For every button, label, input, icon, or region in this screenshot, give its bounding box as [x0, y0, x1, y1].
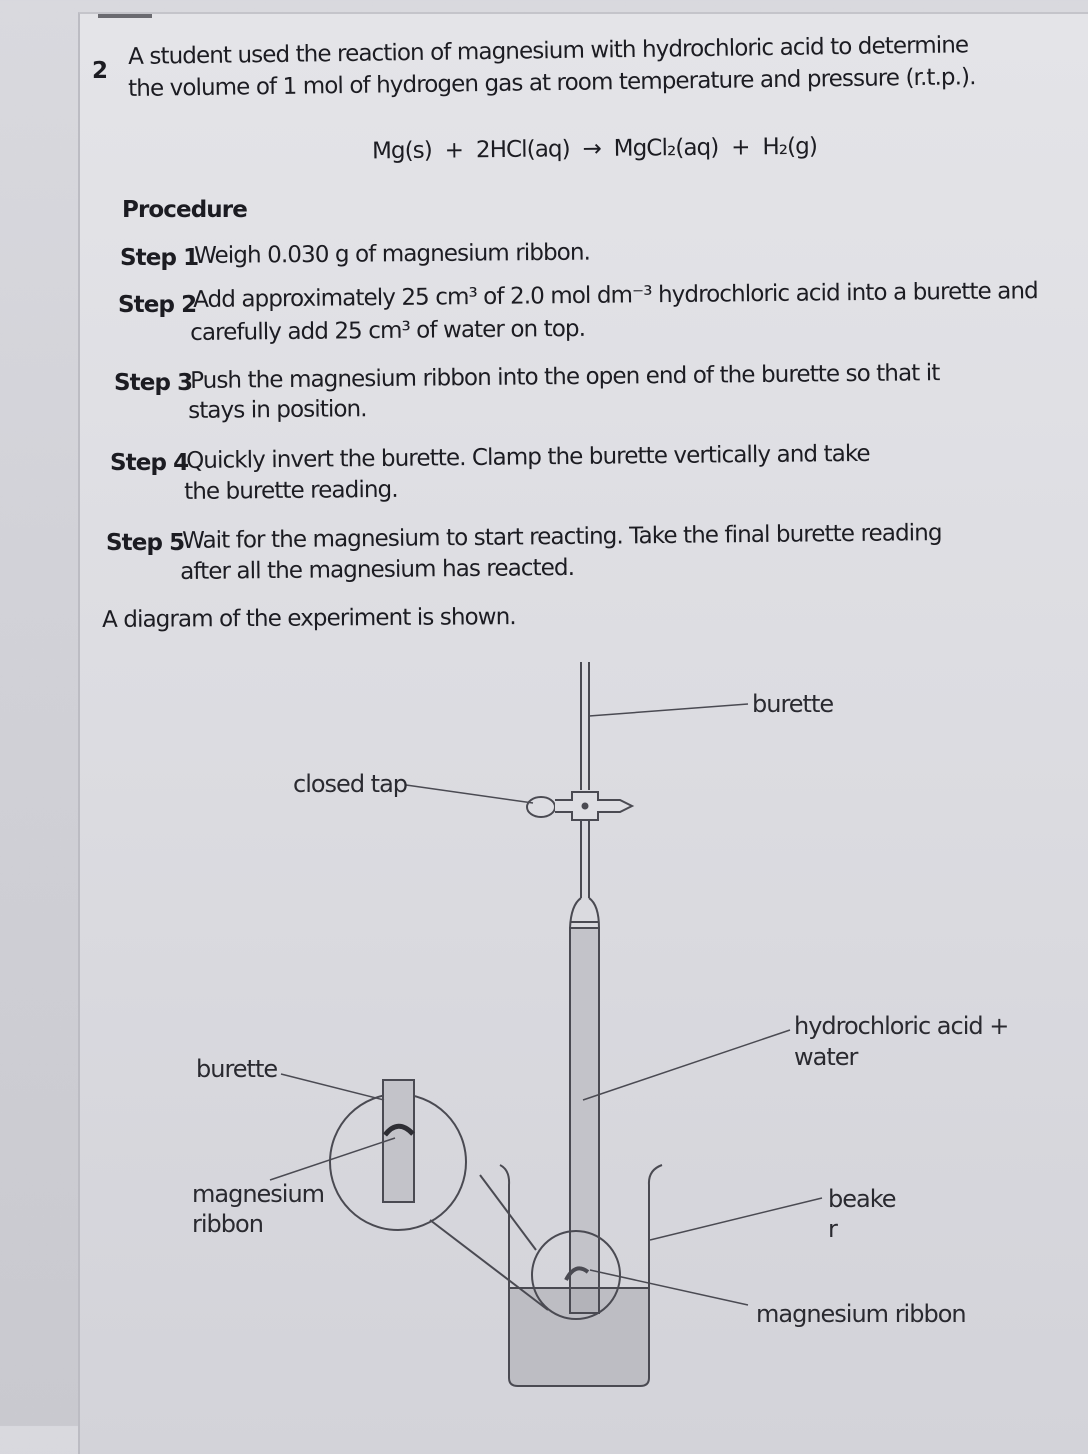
label-magnesium-inset-line-2: ribbon	[192, 1210, 263, 1238]
step-3-text-line-2: stays in position.	[188, 396, 367, 424]
burette-stem	[581, 662, 589, 790]
label-magnesium-ribbon-bottom: magnesium ribbon	[756, 1300, 966, 1328]
step-1-label: Step 1	[120, 245, 199, 271]
procedure-heading: Procedure	[122, 197, 247, 223]
step-5-text-line-2: after all the magnesium has reacted.	[180, 554, 575, 585]
label-magnesium-inset-line-1: magnesium	[192, 1180, 325, 1208]
label-burette-top: burette	[752, 690, 834, 718]
step-5-text-line-1: Wait for the magnesium to start reacting. Take the final burette reading	[182, 520, 942, 554]
question-line-2: the volume of 1 mol of hydrogen gas at room temperature and pressure (r.t.p.).	[128, 64, 976, 102]
step-2-label: Step 2	[118, 292, 197, 318]
step-3-text-line-1: Push the magnesium ribbon into the open end of the burette so that it	[190, 360, 940, 394]
question-number: 2	[92, 58, 108, 84]
step-2-text-line-2: carefully add 25 cm³ of water on top.	[190, 315, 586, 346]
chemical-equation: Mg(s) + 2HCl(aq) → MgCl₂(aq) + H₂(g)	[371, 133, 818, 165]
step-2-text-line-1: Add approximately 25 cm³ of 2.0 mol dm⁻³ hydrochloric acid into a burette and	[193, 278, 1038, 313]
leader-burette-inset	[281, 1074, 384, 1100]
step-1-text: Weigh 0.030 g of magnesium ribbon.	[194, 239, 591, 269]
diagram-intro: A diagram of the experiment is shown.	[102, 604, 516, 633]
leader-beaker	[650, 1198, 822, 1240]
question-line-1: A student used the reaction of magnesium with hydrochloric acid to determine	[128, 32, 969, 70]
leader-acid-water	[583, 1030, 790, 1100]
tap-body	[555, 792, 632, 820]
label-closed-tap: closed tap	[293, 770, 408, 798]
step-4-text-line-1: Quickly invert the burette. Clamp the burette vertically and take	[186, 440, 870, 474]
label-beaker-line-1: beake	[828, 1185, 896, 1213]
step-4-text-line-2: the burette reading.	[184, 476, 398, 505]
label-burette-inset: burette	[196, 1055, 278, 1083]
step-3-label: Step 3	[114, 370, 193, 396]
tap-handle	[527, 797, 555, 817]
step-5-label: Step 5	[106, 530, 185, 556]
leader-closed-tap	[406, 785, 533, 803]
label-acid-water-line-1: hydrochloric acid +	[794, 1012, 1009, 1040]
step-4-label: Step 4	[110, 450, 189, 476]
label-acid-water-line-2: water	[794, 1043, 858, 1071]
burette-tube	[570, 928, 599, 1313]
label-beaker-line-2: r	[828, 1215, 837, 1243]
leader-burette-top	[589, 704, 748, 716]
